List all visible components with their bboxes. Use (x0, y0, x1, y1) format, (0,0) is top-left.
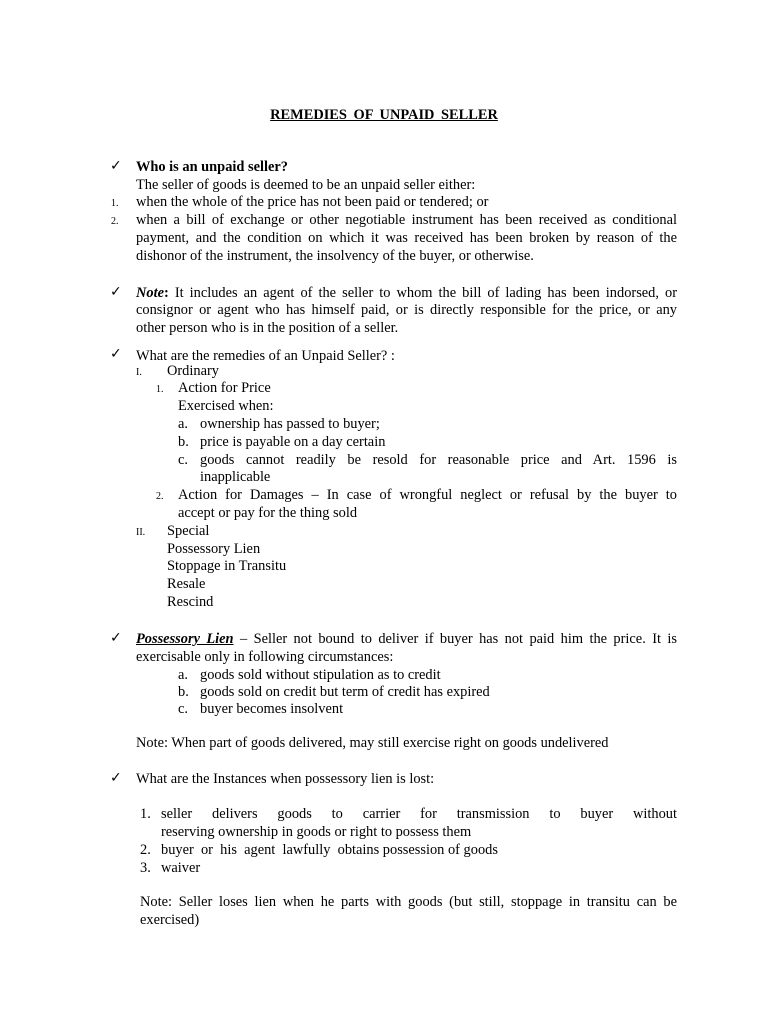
list-number: 2. (156, 491, 164, 502)
section-heading-lien-lost: What are the Instances when possessory lien is lost: (136, 771, 435, 787)
list-item-continued: inapplicable (200, 469, 271, 485)
list-item: goods sold without stipulation as to credit (200, 667, 441, 683)
special-remedy: Resale (167, 576, 206, 592)
check-mark-icon: ✓ (110, 346, 122, 362)
section-heading-remedies: What are the remedies of an Unpaid Seller? : (136, 348, 395, 364)
possessory-lien-line: exercisable only in following circumstances: (136, 649, 394, 665)
list-item: when a bill of exchange or other negotiable instrument has been received as conditional (136, 212, 677, 228)
list-letter: c. (178, 701, 188, 717)
remedy-category: Ordinary (167, 363, 219, 379)
list-item: waiver (161, 860, 201, 876)
list-number: 1. (156, 384, 164, 395)
page-title: REMEDIES OF UNPAID SELLER (270, 107, 498, 123)
special-remedy: Stoppage in Transitu (167, 558, 287, 574)
note-label: Note (136, 285, 164, 301)
remedy-subheading: Exercised when: (178, 398, 274, 414)
check-mark-icon: ✓ (110, 158, 122, 174)
note-text: It includes an agent of the seller to whom the bill of lading has been indorsed, or (174, 285, 677, 301)
list-item-continued: payment, and the condition on which it was received has been broken by reason of the (136, 230, 677, 246)
list-item: buyer becomes insolvent (200, 701, 344, 717)
remedy-item-continued: accept or pay for the thing sold (178, 505, 358, 521)
roman-numeral: I. (136, 367, 142, 378)
list-item-continued: dishonor of the instrument, the insolvency of the buyer, or otherwise. (136, 248, 534, 264)
list-number: 2. (111, 216, 119, 227)
list-item: price is payable on a day certain (200, 434, 386, 450)
possessory-lien-definition: – Seller not bound to deliver if buyer has not paid him the price. It is (239, 631, 677, 647)
list-item: when the whole of the price has not been paid or tendered; or (136, 194, 489, 210)
special-remedy: Rescind (167, 594, 214, 610)
list-number: 1. (140, 806, 151, 822)
list-item: ownership has passed to buyer; (200, 416, 380, 432)
possessory-lien-line (136, 631, 677, 648)
check-mark-icon: ✓ (110, 630, 122, 646)
lien-lost-note-continued: exercised) (140, 912, 200, 928)
note-colon: : (163, 285, 169, 301)
note-paragraph-line: other person who is in the position of a seller. (136, 320, 399, 336)
remedy-category: Special (167, 523, 210, 539)
special-remedy: Possessory Lien (167, 541, 261, 557)
list-number: 1. (111, 198, 119, 209)
possessory-lien-term: Possessory Lien (136, 631, 234, 647)
roman-numeral: II. (136, 527, 146, 538)
possessory-lien-note: Note: When part of goods delivered, may still exercise right on goods undelivered (136, 735, 609, 751)
list-item: goods cannot readily be resold for reasonable price and Art. 1596 is (200, 452, 677, 468)
list-letter: a. (178, 667, 188, 683)
list-letter: b. (178, 434, 189, 450)
note-paragraph-line: consignor or agent who has himself paid, or is directly responsible for the price, or any (136, 302, 677, 318)
list-item: seller delivers goods to carrier for transmission to buyer without (161, 806, 677, 822)
list-number: 3. (140, 860, 151, 876)
check-mark-icon: ✓ (110, 284, 122, 300)
list-letter: c. (178, 452, 188, 468)
list-item: goods sold on credit but term of credit has expired (200, 684, 490, 700)
note-paragraph-line (136, 285, 677, 302)
list-item-continued: reserving ownership in goods or right to possess them (161, 824, 472, 840)
list-number: 2. (140, 842, 151, 858)
remedy-item: Action for Damages – In case of wrongful neglect or refusal by the buyer to (178, 487, 677, 503)
list-item: buyer or his agent lawfully obtains possession of goods (161, 842, 498, 858)
section-heading-unpaid-seller: Who is an unpaid seller? (136, 159, 288, 175)
list-letter: b. (178, 684, 189, 700)
remedy-item: Action for Price (178, 380, 271, 396)
check-mark-icon: ✓ (110, 770, 122, 786)
list-letter: a. (178, 416, 188, 432)
unpaid-seller-intro: The seller of goods is deemed to be an unpaid seller either: (136, 177, 476, 193)
lien-lost-note: Note: Seller loses lien when he parts with goods (but still, stoppage in transitu can be (140, 894, 677, 910)
